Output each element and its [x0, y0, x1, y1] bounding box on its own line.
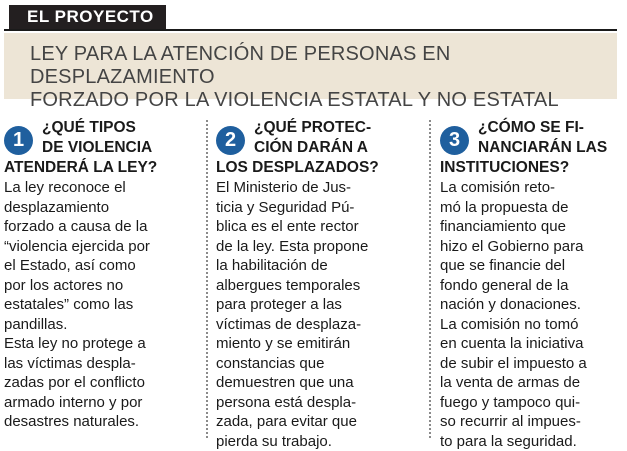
answer-2-line: albergues temporales — [216, 276, 412, 296]
question-2-line-3: LOS DESPLAZADOS? — [216, 158, 412, 178]
answer-1-line: armado interno y por — [4, 393, 196, 413]
question-1 — [4, 118, 196, 178]
question-3 — [440, 118, 620, 178]
answer-3-line: la venta de armas de — [440, 373, 620, 393]
answer-2-line: para proteger a las — [216, 295, 412, 315]
answer-1-line: desastres naturales. — [4, 412, 196, 432]
question-header-1 — [4, 118, 196, 178]
question-3-line-1: ¿CÓMO SE FI- — [440, 118, 620, 138]
title-line-2: FORZADO POR LA VIOLENCIA ESTATAL Y NO ESTATAL — [30, 89, 603, 112]
answer-2-line: persona está despla- — [216, 393, 412, 413]
answer-2-line: El Ministerio de Jus- — [216, 178, 412, 198]
answer-1 — [4, 178, 196, 432]
answer-2-line: constancias que — [216, 354, 412, 374]
answer-2-line: la habilitación de — [216, 256, 412, 276]
question-2 — [216, 118, 412, 178]
column-divider — [429, 120, 431, 438]
answer-3-line: hizo el Gobierno para — [440, 237, 620, 257]
answer-3-line: to para la seguridad. — [440, 432, 620, 451]
number-badge-2: 2 — [216, 126, 245, 155]
column-divider — [206, 120, 208, 438]
answer-1-line: pandillas. — [4, 315, 196, 335]
answer-2-line: blica es el ente rector — [216, 217, 412, 237]
section-header — [4, 2, 617, 31]
answer-2-line: de la ley. Esta propone — [216, 237, 412, 257]
answer-1-line: forzado a causa de la — [4, 217, 196, 237]
question-1-line-2: DE VIOLENCIA — [4, 138, 196, 158]
answer-1-line: zadas por el conflicto — [4, 373, 196, 393]
question-1-line-1: ¿QUÉ TIPOS — [4, 118, 196, 138]
answer-2-line: pierda su trabajo. — [216, 432, 412, 451]
answer-3-line: fondo general de la — [440, 276, 620, 296]
question-3-line-3: INSTITUCIONES? — [440, 158, 620, 178]
title-box — [4, 33, 617, 99]
answer-3-line: financiamiento que — [440, 217, 620, 237]
answer-1-line: el Estado, así como — [4, 256, 196, 276]
question-1-line-3: ATENDERÁ LA LEY? — [4, 158, 196, 178]
question-3-line-2: NANCIARÁN LAS — [440, 138, 620, 158]
answer-1-line: desplazamiento — [4, 198, 196, 218]
question-header-3 — [440, 118, 620, 178]
number-badge-1: 1 — [4, 126, 33, 155]
answer-3-line: La comisión no tomó — [440, 315, 620, 335]
answer-3-line: nación y donaciones. — [440, 295, 620, 315]
number-badge-3: 3 — [440, 126, 469, 155]
column-3 — [440, 118, 620, 443]
answer-3-line: La comisión reto- — [440, 178, 620, 198]
answer-3-line: que se financie del — [440, 256, 620, 276]
answer-1-line: por los actores no — [4, 276, 196, 296]
answer-2-line: ticia y Seguridad Pú- — [216, 198, 412, 218]
answer-1-line: Esta ley no protege a — [4, 334, 196, 354]
answer-2 — [216, 178, 412, 451]
title-line-1: LEY PARA LA ATENCIÓN DE PERSONAS EN DESPLAZAMIENTO — [30, 43, 603, 89]
answer-3-line: fuego y tampoco qui- — [440, 393, 620, 413]
columns — [4, 118, 617, 443]
answer-3-line: so recurrir al impues- — [440, 412, 620, 432]
answer-2-line: zada, para evitar que — [216, 412, 412, 432]
answer-1-line: “violencia ejercida por — [4, 237, 196, 257]
section-label: EL PROYECTO — [9, 5, 166, 29]
answer-1-line: La ley reconoce el — [4, 178, 196, 198]
page-title — [30, 43, 603, 112]
column-2 — [216, 118, 412, 443]
column-1 — [4, 118, 196, 443]
answer-3-line: en cuenta la iniciativa — [440, 334, 620, 354]
question-2-line-1: ¿QUÉ PROTEC- — [216, 118, 412, 138]
answer-3-line: de subir el impuesto a — [440, 354, 620, 374]
answer-3-line: mó la propuesta de — [440, 198, 620, 218]
answer-1-line: estatales” como las — [4, 295, 196, 315]
question-2-line-2: CIÓN DARÁN A — [216, 138, 412, 158]
answer-2-line: miento y se emitirán — [216, 334, 412, 354]
question-header-2 — [216, 118, 412, 178]
answer-1-line: las víctimas despla- — [4, 354, 196, 374]
answer-3 — [440, 178, 620, 451]
answer-2-line: víctimas de desplaza- — [216, 315, 412, 335]
answer-2-line: demuestren que una — [216, 373, 412, 393]
